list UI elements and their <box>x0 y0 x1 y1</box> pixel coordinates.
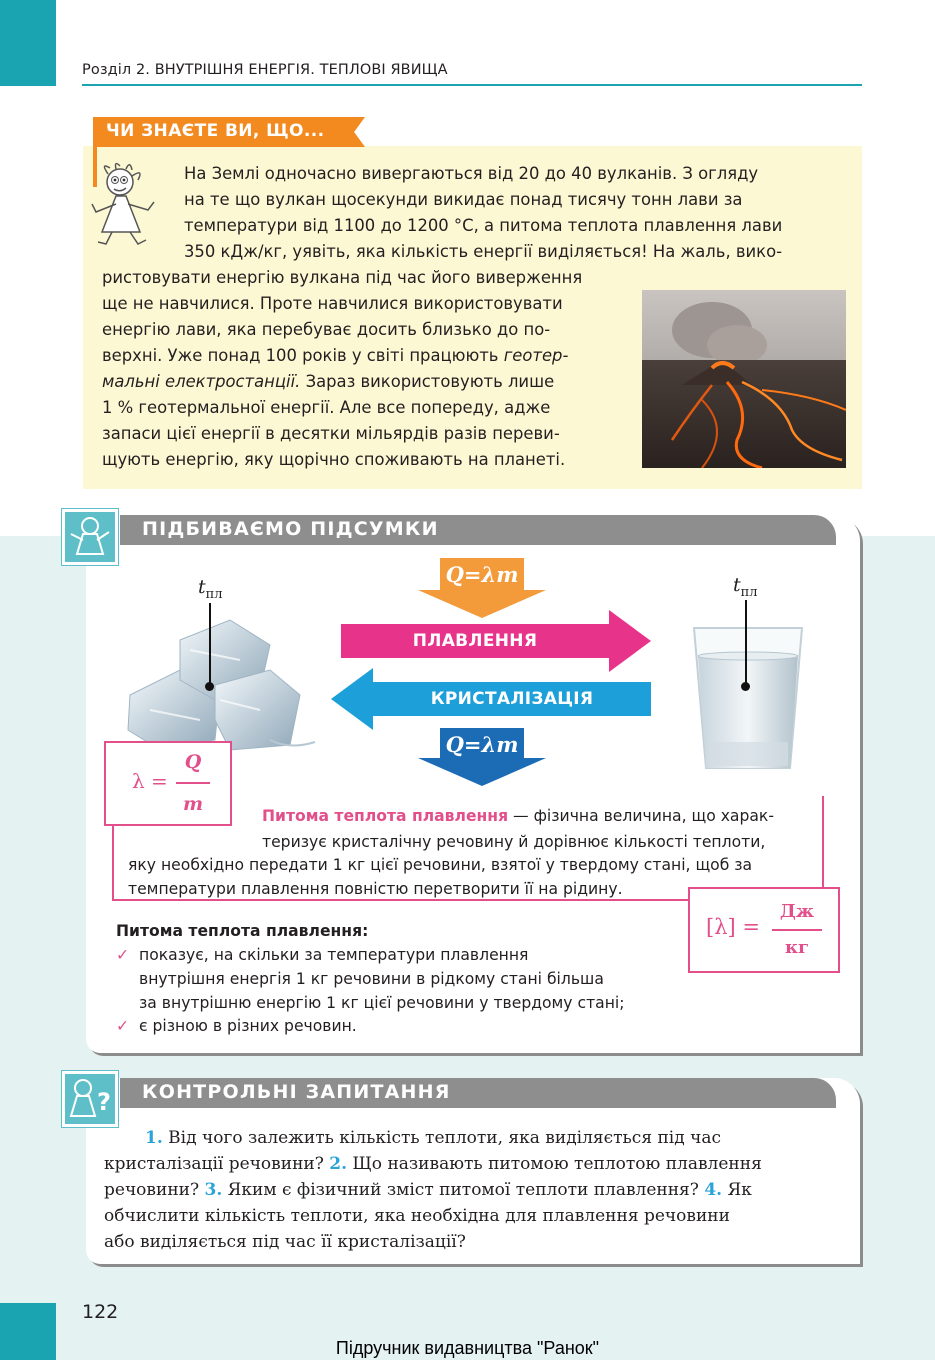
pointer-dot <box>741 682 750 691</box>
heat-formula-bottom: Q=λm <box>445 732 519 757</box>
properties-title: Питома теплота плавлення: <box>116 922 369 940</box>
text-line: енергію лави, яка перебуває досить близько до по- <box>102 320 551 339</box>
melting-temperature-label-ice: $t_{пл}$ <box>198 576 223 602</box>
property-item: показує, на скільки за температури плавлення внутрішня енергія 1 кг речовини в рідкому стані більша за внутрішню енергію 1 кг цієї речовини у твердому стані; <box>139 946 625 1012</box>
fraction-bar <box>176 782 210 784</box>
definition-line: температури плавлення повністю перетворити її на рідину. <box>128 880 623 898</box>
italic-term: геотер- <box>503 346 569 365</box>
pointer-dot <box>205 682 214 691</box>
text-line: ще не навчилися. Проте навчилися використовувати <box>102 294 563 313</box>
unit-formula-box <box>688 887 840 973</box>
unit-denominator: кг <box>784 937 810 958</box>
unit-numerator: Дж <box>779 901 815 922</box>
questions-mascot-icon <box>62 1071 118 1127</box>
italic-term: мальні електростанції. <box>102 372 301 391</box>
page-number: 122 <box>82 1301 119 1323</box>
unit-lhs: [λ] = <box>706 915 760 939</box>
summary-title: ПІДБИВАЄМО ПІДСУМКИ <box>142 518 439 540</box>
text-line: ристовувати енергію вулкана під час його виверження <box>102 268 583 287</box>
pointer-line <box>209 603 211 687</box>
text-line: 1 % геотермальної енергії. Але все попереду, адже <box>102 398 551 417</box>
text-line: запаси цієї енергії в десятки мільярдів разів переви- <box>102 424 560 443</box>
questions-title: КОНТРОЛЬНІ ЗАПИТАННЯ <box>142 1081 451 1103</box>
did-you-know-title: ЧИ ЗНАЄТЕ ВИ, ЩО... <box>106 121 325 141</box>
melting-label: ПЛАВЛЕННЯ <box>412 631 538 651</box>
definition-line: теризує кристалічну речовину й дорівнює кількості теплоти, <box>262 833 766 851</box>
text-line: На Землі одночасно вивергаються від 20 до 40 вулканів. З огляду <box>184 164 759 183</box>
running-head: Розділ 2. ВНУТРІШНЯ ЕНЕРГІЯ. ТЕПЛОВІ ЯВИЩА <box>82 62 448 78</box>
crystallization-label: КРИСТАЛІЗАЦІЯ <box>430 689 594 709</box>
question-line: кристалізації речовини? 2. Що називають питомою теплотою плавлення <box>104 1154 762 1174</box>
pointer-line <box>745 600 747 686</box>
check-icon: ✓ <box>116 946 130 964</box>
fraction-bar <box>772 929 822 931</box>
text-line: верхні. Уже понад 100 років у світі працюють геотер- <box>102 346 569 365</box>
question-line: обчислити кількість теплоти, яка необхідна для плавлення речовини <box>104 1206 730 1226</box>
heat-formula-top: Q=λm <box>445 562 519 587</box>
lambda-formula-box <box>104 741 232 826</box>
publisher-note: Підручник видавництва "Ранок" <box>335 1338 600 1358</box>
lambda-lhs: λ = <box>132 769 168 793</box>
glass-of-water-photo <box>690 622 806 774</box>
melting-temperature-label-water: $t_{пл}$ <box>733 574 758 600</box>
lambda-numerator: Q <box>184 751 202 773</box>
definition-line: Питома теплота плавлення — фізична величина, що харак- <box>262 807 774 825</box>
text-line: на те що вулкан щосекунди викидає понад тисячу тонн лави за <box>184 190 743 209</box>
text-line: 350 кДж/кг, уявіть, яка кількість енергії виділяється! На жаль, вико- <box>184 242 783 261</box>
definition-line: яку необхідно передати 1 кг цієї речовини, взятої у твердому стані, щоб за <box>128 856 753 874</box>
question-line: або виділяється під час її кристалізації? <box>104 1232 466 1252</box>
text-line: температури від 1100 до 1200 °С, а питома теплота плавлення лави <box>184 216 783 235</box>
text-line: мальні електростанції. Зараз використовують лише <box>102 372 555 391</box>
check-icon: ✓ <box>116 1017 130 1035</box>
svg-text:?: ? <box>97 1088 111 1116</box>
text-line: щують енергію, яку щорічно споживають на планеті. <box>102 450 566 469</box>
volcano-photo <box>642 290 846 468</box>
question-line: речовини? 3. Яким є фізичний зміст питомої теплоти плавлення? 4. Як <box>104 1180 752 1200</box>
summary-mascot-icon <box>62 509 118 565</box>
lambda-denominator: m <box>182 793 204 815</box>
property-item: є різною в різних речовин. <box>139 1017 357 1035</box>
question-line: 1. Від чого залежить кількість теплоти, яка виділяється під час <box>145 1128 721 1148</box>
ice-cubes-photo <box>120 610 320 760</box>
